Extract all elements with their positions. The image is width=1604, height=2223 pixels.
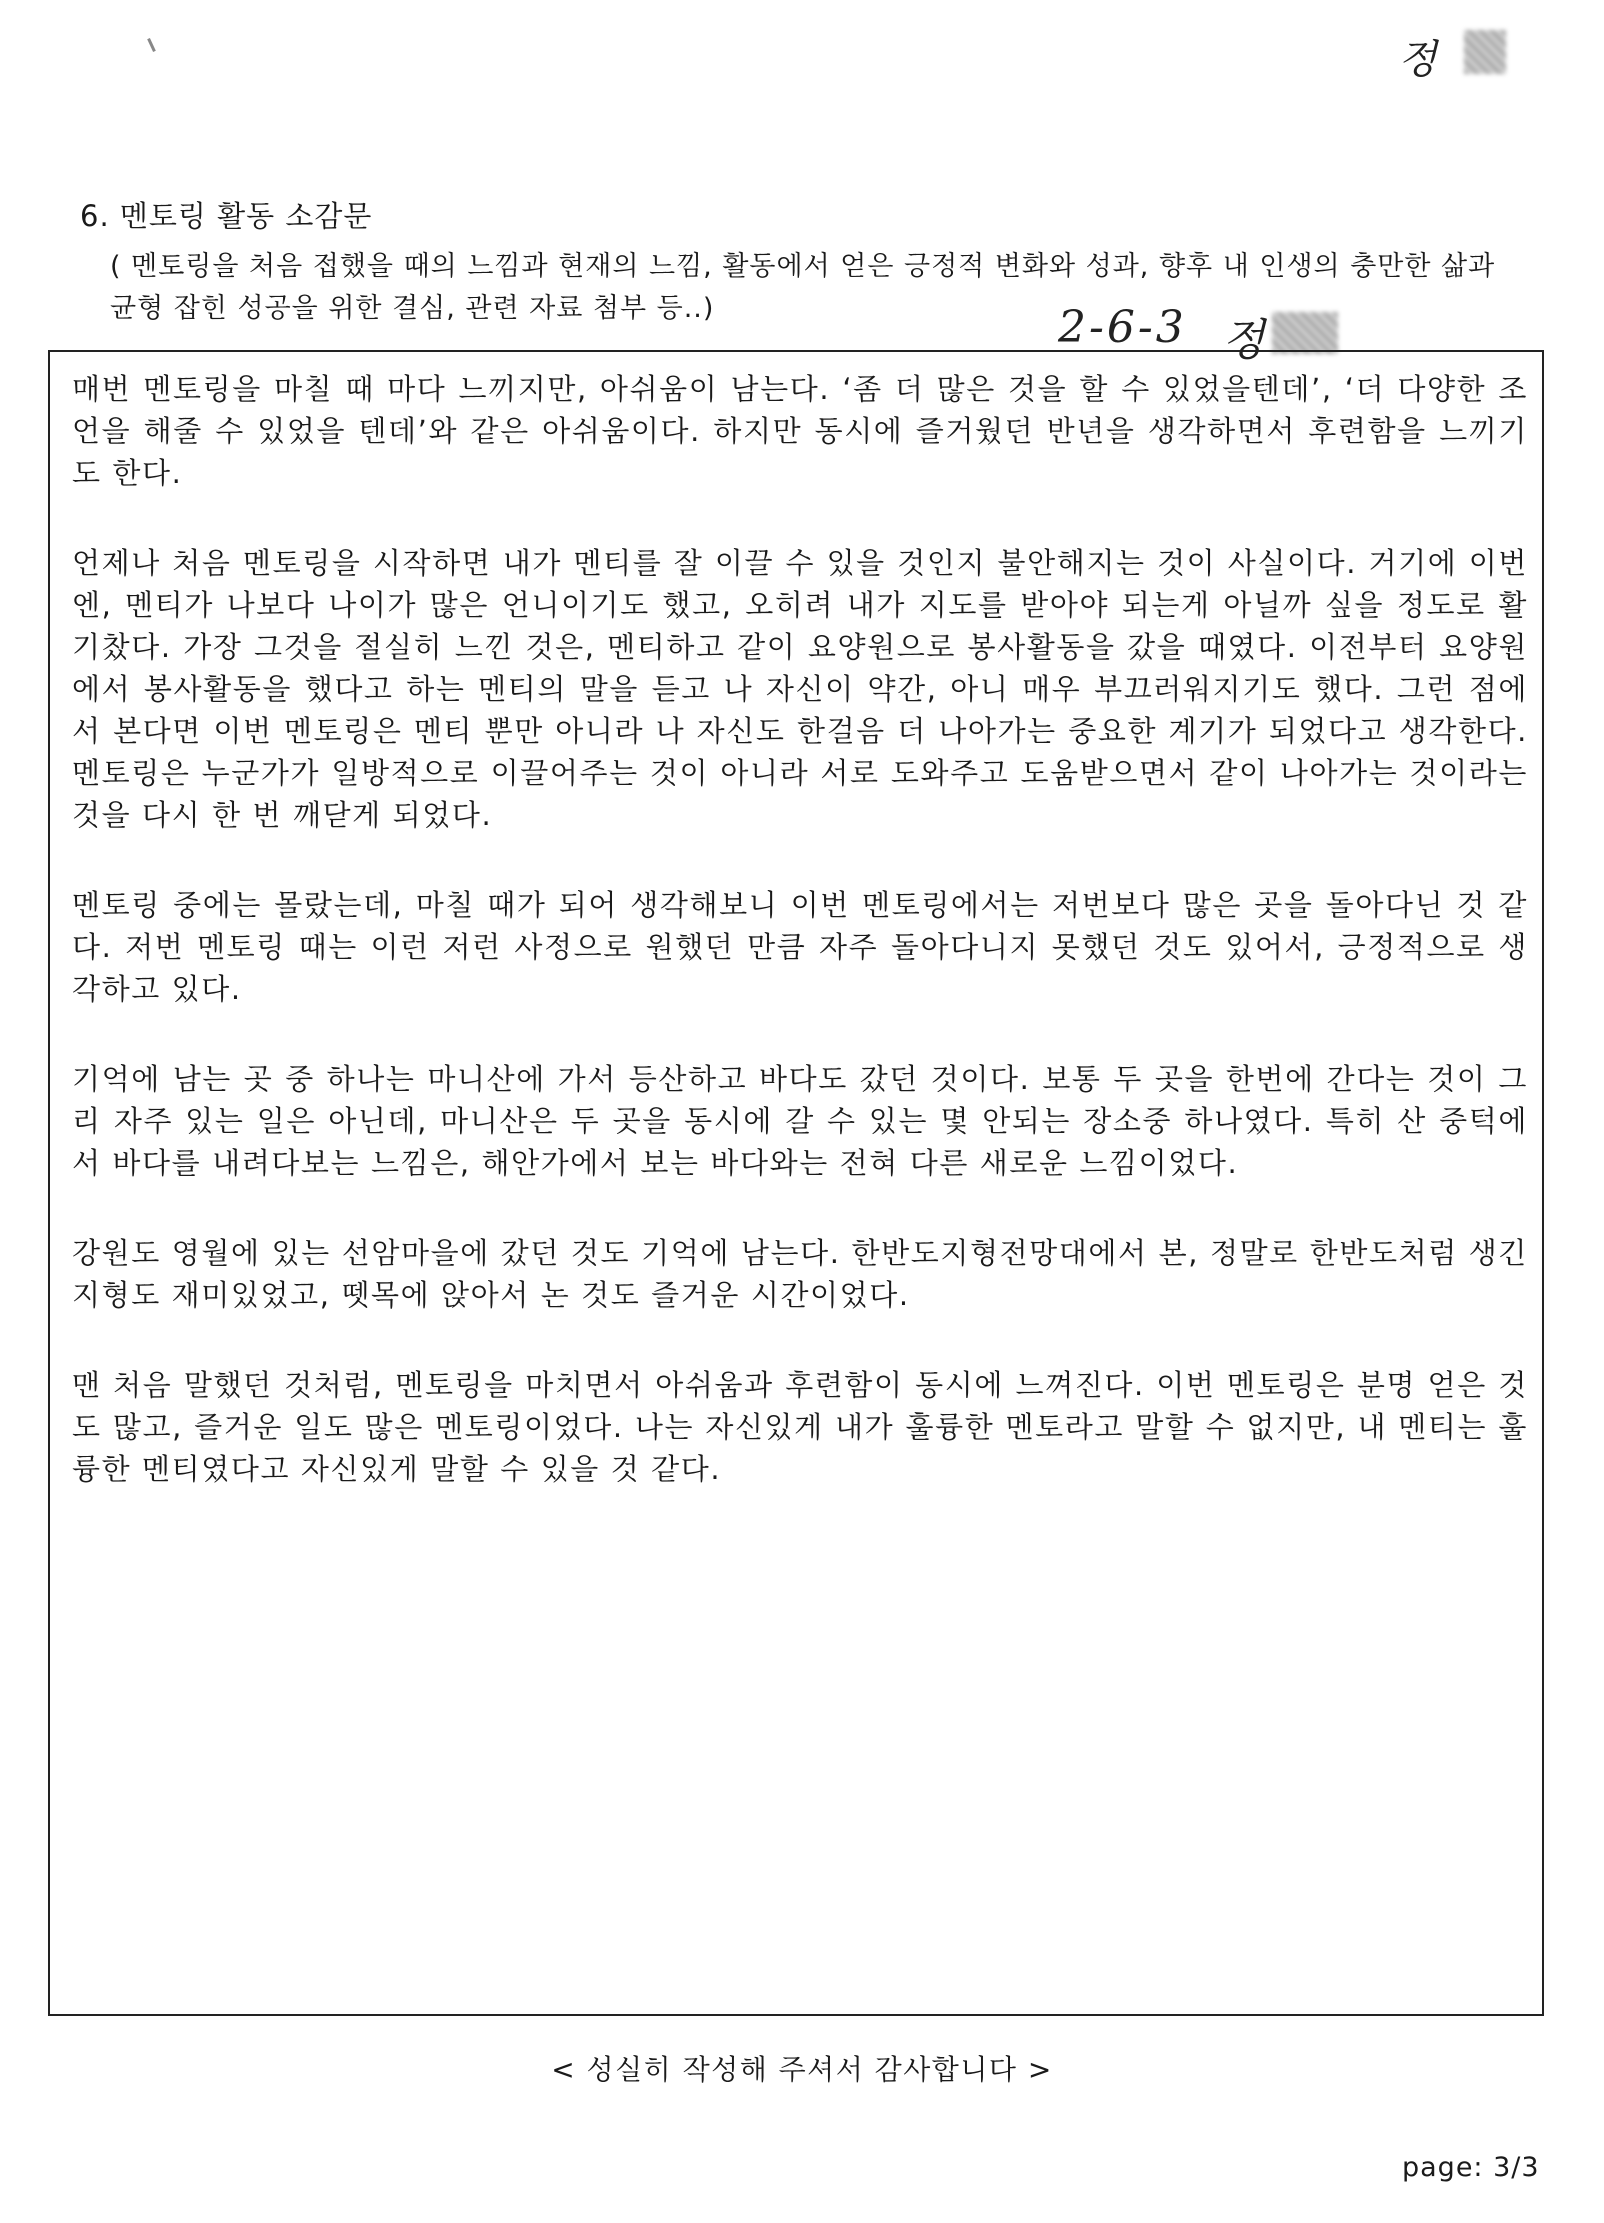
essay-paragraph: 강원도 영월에 있는 선암마을에 갔던 것도 기억에 남는다. 한반도지형전망대에서 본, 정말로 한반도처럼 생긴 지형도 재미있었고, 뗏목에 앉아서 논 것도 즐거운 시간이었다. <box>72 1236 1528 1312</box>
page-number: page: 3/3 <box>1402 2152 1540 2183</box>
essay-paragraph: 멘토링 중에는 몰랐는데, 마칠 때가 되어 생각해보니 이번 멘토링에서는 저번보다 많은 곳을 돌아다닌 것 같다. 저번 멘토링 때는 이런 저런 사정으로 원했던 만큼 자주 돌아다니지 못했던 것도 있어서, 긍정적으로 생각하고 있다. <box>72 888 1528 1006</box>
instructions-text: ( 멘토링을 처음 접했을 때의 느낌과 현재의 느낌, 활동에서 얻은 긍정적 변화와 성과, 향후 내 인생의 충만한 삶과 균형 잡힌 성공을 위한 결심, 관련 자료 첨부 등..) <box>110 251 1496 324</box>
corner-handwritten-initial: 정 <box>1398 37 1439 83</box>
essay-paragraph: 기억에 남는 곳 중 하나는 마니산에 가서 등산하고 바다도 갔던 것이다. 보통 두 곳을 한번에 간다는 것이 그리 자주 있는 일은 아닌데, 마니산은 두 곳을 동시에 갈 수 있는 몇 안되는 장소중 하나였다. 특히 산 중턱에서 바다를 내려다보는 느낌은, 해안가에서 보는 바다와는 전혀 다른 새로운 느낌이었다. <box>72 1062 1528 1180</box>
essay-box <box>48 350 1544 2016</box>
essay-paragraph: 언제나 처음 멘토링을 시작하면 내가 멘티를 잘 이끌 수 있을 것인지 불안해지는 것이 사실이다. 거기에 이번엔, 멘티가 나보다 나이가 많은 언니이기도 했고, 오히려 내가 지도를 받아야 되는게 아닐까 싶을 정도로 활기찼다. 가장 그것을 절실히 느낀 것은, 멘티하고 같이 요양원으로 봉사활동을 갔을 때였다. 이전부터 요양원에서 봉사활동을 했다고 하는 멘티의 말을 듣고 나 자신이 약간, 아니 매우 부끄러워지기도 했다. 그런 점에서 본다면 이번 멘토링은 멘티 뿐만 아니라 나 자신도 한걸음 더 나아가는 중요한 계기가 되었다고 생각한다. 멘토링은 누군가가 일방적으로 이끌어주는 것이 아니라 서로 도와주고 도움받으면서 같이 나아가는 것이라는 것을 다시 한 번 깨닫게 되었다. <box>72 546 1528 832</box>
footer-thanks-note: < 성실히 작성해 주셔서 감사합니다 > <box>551 2053 1053 2086</box>
handwritten-name: 정 <box>1222 315 1265 366</box>
scan-mark <box>147 38 156 52</box>
name-redaction-blur <box>1272 312 1338 354</box>
section-title: 6. 멘토링 활동 소감문 <box>80 199 373 233</box>
essay-paragraph: 맨 처음 말했던 것처럼, 멘토링을 마치면서 아쉬움과 후련함이 동시에 느껴진다. 이번 멘토링은 분명 얻은 것도 많고, 즐거운 일도 많은 멘토링이었다. 나는 자신있게 내가 훌륭한 멘토라고 말할 수 없지만, 내 멘티는 훌륭한 멘티였다고 자신있게 말할 수 있을 것 같다. <box>72 1368 1528 1486</box>
essay-paragraph: 매번 멘토링을 마칠 때 마다 느끼지만, 아쉬움이 남는다. ‘좀 더 많은 것을 할 수 있었을텐데’, ‘더 다양한 조언을 해줄 수 있었을 텐데’와 같은 아쉬움이다. 하지만 동시에 즐거웠던 반년을 생각하면서 후련함을 느끼기도 한다. <box>72 372 1528 490</box>
handwritten-student-id: 2-6-3 <box>1058 302 1187 353</box>
corner-redaction-blur <box>1464 30 1506 74</box>
